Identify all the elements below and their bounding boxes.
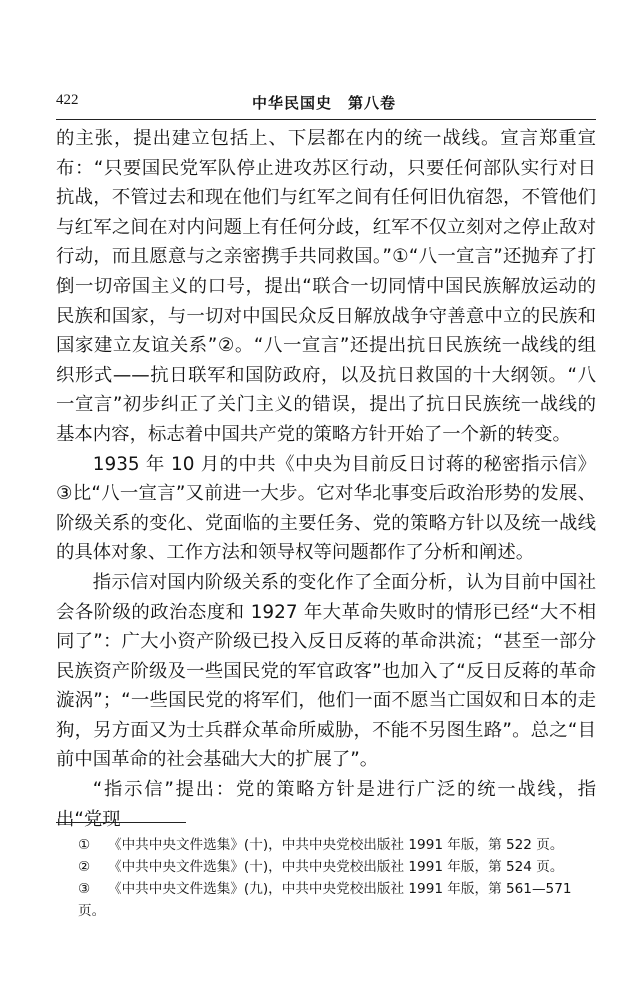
page-number: 422 (56, 92, 79, 108)
paragraph: “指示信”提出：党的策略方针是进行广泛的统一战线，指出“党现 (56, 779, 596, 830)
running-title: 中华民国史 第八卷 (252, 94, 397, 112)
paragraph: 指示信对国内阶级关系的变化作了全面分析，认为目前中国社会各阶级的政治态度和 1927 年大革命失败时的情形已经“大不相同了”：广大小资产阶级已投入反日反蒋的革命洪流；“甚至一部分民族资产阶级及一些国民党的军官政客”也加入了“反日反蒋的革命漩涡”；“一些国民党的将军们，他们一面不愿当亡国奴和日本的走狗，另方面又为士兵群众革命所威胁，不能不另图生路”。总之“目前中国革命的社会基础大大的扩展了”。 (56, 571, 596, 771)
paragraph: 1935 年 10 月的中共《中央为目前反日讨蒋的秘密指示信》③比“八一宣言”又前进一大步。它对华北事变后政治形势的发展、阶级关系的变化、党面临的主要任务、党的策略方针以及统一战线的具体对象、工作方法和领导权等问题都作了分析和阐述。 (56, 453, 596, 564)
footnote-mark: ③ (78, 881, 91, 897)
footnote-text: 《中共中央文件选集》(十)，中共中央党校出版社 1991 年版，第 522 页。 (108, 837, 564, 853)
header-rule (56, 119, 596, 120)
body-text (56, 124, 596, 834)
footnote-mark: ① (78, 837, 91, 853)
footnote (56, 878, 596, 922)
footnote-text: 《中共中央文件选集》(九)，中共中央党校出版社 1991 年版，第 561—571 页。 (78, 881, 572, 919)
footnote-text: 《中共中央文件选集》(十)，中共中央党校出版社 1991 年版，第 524 页。 (108, 859, 564, 875)
footnote (56, 834, 596, 856)
footnote-mark: ② (78, 859, 91, 875)
footnote-rule (56, 822, 186, 823)
paragraph-continued: 的主张，提出建立包括上、下层都在内的统一战线。宣言郑重宣布：“只要国民党军队停止进攻苏区行动，只要任何部队实行对日抗战，不管过去和现在他们与红军之间有任何旧仇宿怨，不管他们与红军之间在对内问题上有任何分歧，红军不仅立刻对之停止敌对行动，而且愿意与之亲密携手共同救国。”①“八一宣言”还抛弃了打倒一切帝国主义的口号，提出“联合一切同情中国民族解放运动的民族和国家，与一切对中国民众反日解放战争守善意中立的民族和国家建立友谊关系”②。“八一宣言”还提出抗日民族统一战线的组织形式——抗日联军和国防政府，以及抗日救国的十大纲领。“八一宣言”初步纠正了关门主义的错误，提出了抗日民族统一战线的基本内容，标志着中国共产党的策略方针开始了一个新的转变。 (56, 128, 596, 445)
footnote (56, 856, 596, 878)
page-header (56, 92, 596, 118)
footnotes (56, 834, 596, 922)
